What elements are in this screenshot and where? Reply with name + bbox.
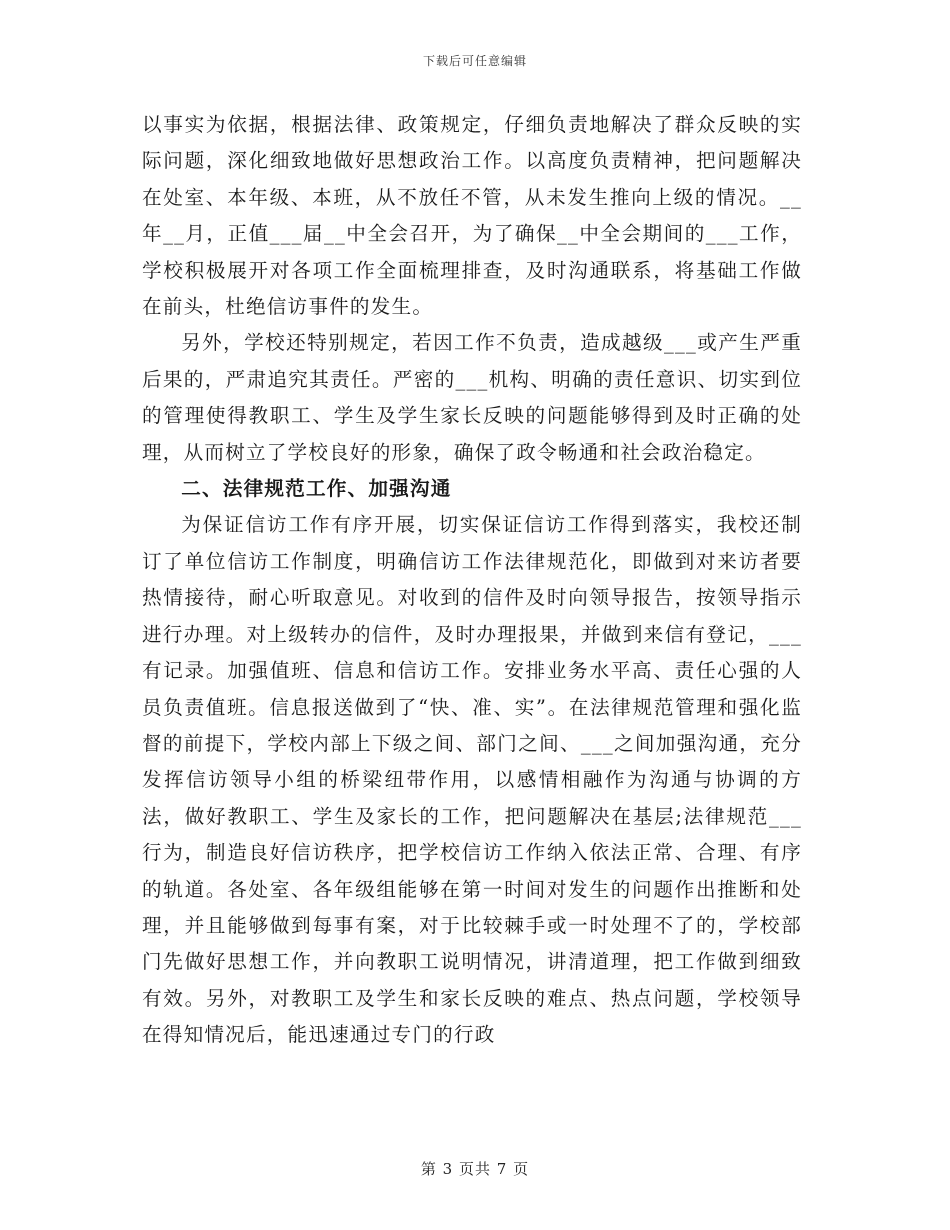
section-heading-2: 二、法律规范工作、加强沟通 [181,477,452,501]
document-body [142,107,802,1054]
page-header: 下载后可任意编辑 [422,54,527,68]
paragraph-continuation: 以事实为依据，根据法律、政策规定，仔细负责地解决了群众反映的实际问题，深化细致地做好思想政治工作。以高度负责精神，把问题解决在处室、本年级、本班，从不放任不管，从未发生推向上级的情况。__年__月，正值___届__中全会召开，为了确保__中全会期间的___工作，学校积极展开对各项工作全面梳理排查，及时沟通联系，将基础工作做在前头，杜绝信访事件的发生。 [142,113,802,319]
page-number: 第 3 页共 7 页 [420,1160,530,1178]
paragraph-legal-norms: 为保证信访工作有序开展，切实保证信访工作得到落实，我校还制订了单位信访工作制度，明确信访工作法律规范化，即做到对来访者要热情接待，耐心听取意见。对收到的信件及时向领导报告，按领导指示进行办理。对上级转办的信件，及时办理报果，并做到来信有登记，___有记录。加强值班、信息和信访工作。安排业务水平高、责任心强的人员负责值班。信息报送做到了“快、准、实”。在法律规范管理和强化监督的前提下，学校内部上下级之间、部门之间、___之间加强沟通，充分发挥信访领导小组的桥梁纽带作用，以感情相融作为沟通与协调的方法，做好教职工、学生及家长的工作，把问题解决在基层;法律规范___行为，制造良好信访秩序，把学校信访工作纳入依法正常、合理、有序的轨道。各处室、各年级组能够在第一时间对发生的问题作出推断和处理，并且能够做到每事有案，对于比较棘手或一时处理不了的，学校部门先做好思想工作，并向教职工说明情况，讲清道理，把工作做到细致有效。另外，对教职工及学生和家长反映的难点、热点问题，学校领导在得知情况后，能迅速通过专门的行政 [142,513,802,1047]
paragraph-regulations: 另外，学校还特别规定，若因工作不负责，造成越级___或产生严重后果的，严肃追究其责任。严密的___机构、明确的责任意识、切实到位的管理使得教职工、学生及学生家长反映的问题能够得到及时正确的处理，从而树立了学校良好的形象，确保了政令畅通和社会政治稳定。 [142,331,802,464]
